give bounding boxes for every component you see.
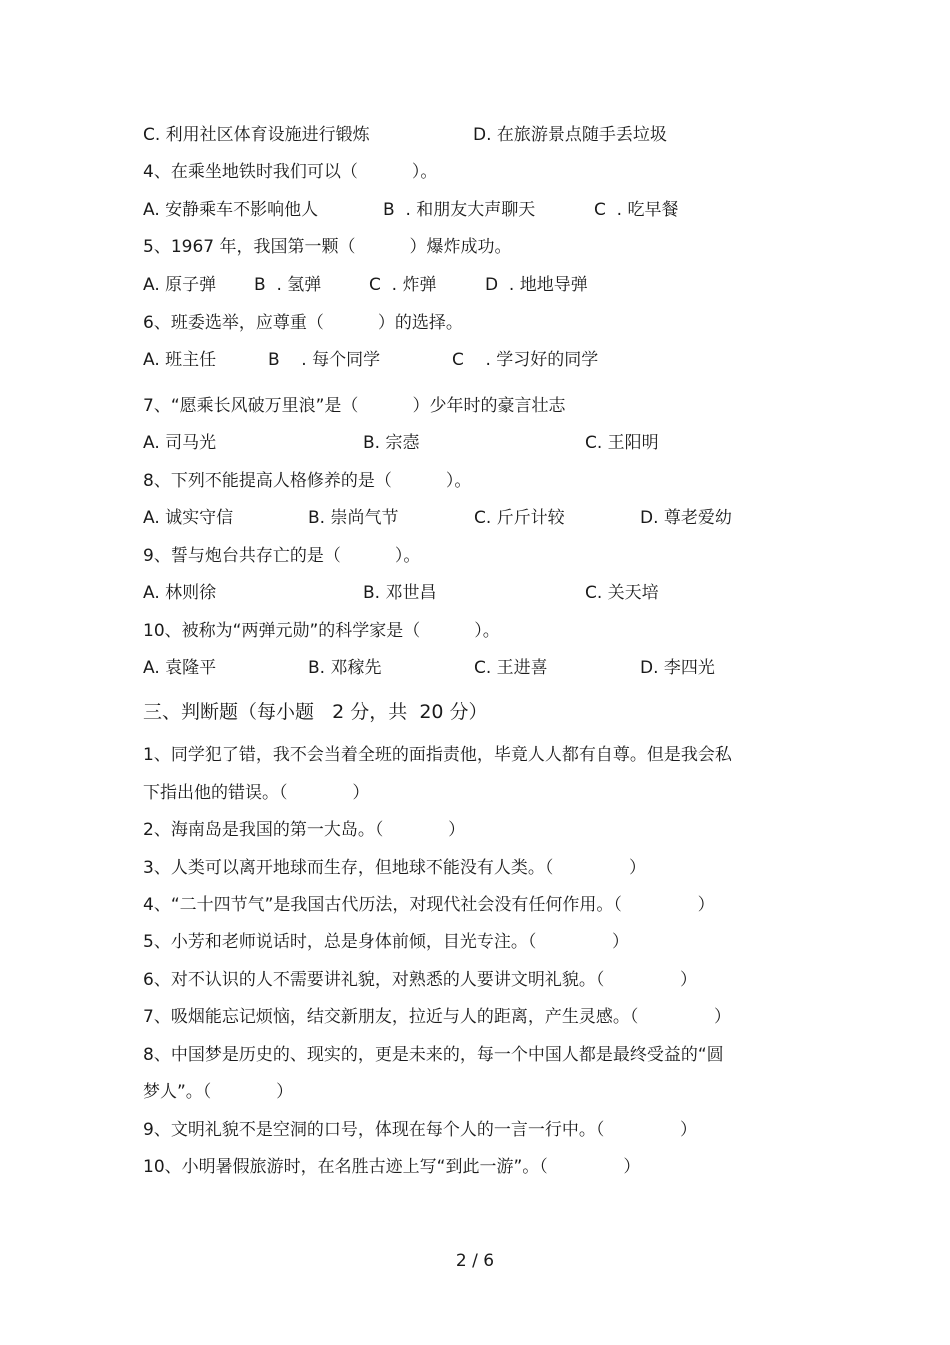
judgment-item: 10、小明暑假旅游时，在名胜古迹上写“到此一游”。（ ） bbox=[143, 1157, 641, 1177]
question-5: 5、1967 年，我国第一颗（ ）爆炸成功。 bbox=[143, 237, 512, 257]
judgment-item: 5、小芳和老师说话时，总是身体前倾，目光专注。（ ） bbox=[143, 932, 629, 952]
q8-option-b: B. 崇尚气节 bbox=[308, 508, 399, 528]
q4-option-c: C . 吃早餐 bbox=[594, 200, 679, 220]
q5-option-d: D . 地地导弹 bbox=[485, 275, 588, 295]
judgment-item: 2、海南岛是我国的第一大岛。（ ） bbox=[143, 820, 466, 840]
section-heading: 三、判断题（每小题 2 分，共 20 分） bbox=[143, 701, 488, 723]
q5-option-c: C . 炸弹 bbox=[369, 275, 437, 295]
q10-option-b: B. 邓稼先 bbox=[308, 658, 382, 678]
option-c: C. 利用社区体育设施进行锻炼 bbox=[143, 125, 370, 145]
q6-option-a: A. 班主任 bbox=[143, 350, 217, 370]
q5-option-b: B . 氢弹 bbox=[254, 275, 322, 295]
judgment-item: 6、对不认识的人不需要讲礼貌，对熟悉的人要讲文明礼貌。（ ） bbox=[143, 970, 697, 990]
judgment-item: 下指出他的错误。（ ） bbox=[143, 783, 370, 803]
page-number: 2 / 6 bbox=[455, 1251, 495, 1271]
q10-option-d: D. 李四光 bbox=[640, 658, 715, 678]
judgment-item: 7、吸烟能忘记烦恼，结交新朋友，拉近与人的距离，产生灵感。（ ） bbox=[143, 1007, 731, 1027]
question-10: 10、被称为“两弹元勋”的科学家是（ ）。 bbox=[143, 621, 500, 641]
judgment-item: 4、“二十四节气”是我国古代历法，对现代社会没有任何作用。（ ） bbox=[143, 895, 715, 915]
judgment-item: 8、中国梦是历史的、现实的，更是未来的，每一个中国人都是最终受益的“圆 bbox=[143, 1045, 724, 1065]
q5-option-a: A. 原子弹 bbox=[143, 275, 217, 295]
judgment-item: 梦人”。（ ） bbox=[143, 1082, 294, 1102]
q8-option-a: A. 诚实守信 bbox=[143, 508, 234, 528]
question-9: 9、誓与炮台共存亡的是（ ）。 bbox=[143, 546, 421, 566]
q4-option-a: A. 安静乘车不影响他人 bbox=[143, 200, 319, 220]
option-d: D. 在旅游景点随手丢垃圾 bbox=[473, 125, 667, 145]
q10-option-c: C. 王进喜 bbox=[474, 658, 548, 678]
q6-option-b: B . 每个同学 bbox=[268, 350, 381, 370]
q4-option-b: B . 和朋友大声聊天 bbox=[383, 200, 536, 220]
judgment-item: 1、同学犯了错，我不会当着全班的面指责他，毕竟人人都有自尊。但是我会私 bbox=[143, 745, 732, 765]
q6-option-c: C . 学习好的同学 bbox=[452, 350, 599, 370]
q7-option-c: C. 王阳明 bbox=[585, 433, 659, 453]
q8-option-c: C. 斤斤计较 bbox=[474, 508, 565, 528]
q8-option-d: D. 尊老爱幼 bbox=[640, 508, 732, 528]
q10-option-a: A. 袁隆平 bbox=[143, 658, 217, 678]
judgment-item: 3、人类可以离开地球而生存，但地球不能没有人类。（ ） bbox=[143, 858, 646, 878]
q9-option-a: A. 林则徐 bbox=[143, 583, 217, 603]
judgment-item: 9、文明礼貌不是空洞的口号，体现在每个人的一言一行中。（ ） bbox=[143, 1120, 697, 1140]
q7-option-a: A. 司马光 bbox=[143, 433, 217, 453]
question-8: 8、下列不能提高人格修养的是（ ）。 bbox=[143, 471, 472, 491]
question-4: 4、在乘坐地铁时我们可以（ ）。 bbox=[143, 162, 438, 182]
q9-option-b: B. 邓世昌 bbox=[363, 583, 437, 603]
question-6: 6、班委选举，应尊重（ ）的选择。 bbox=[143, 313, 463, 333]
question-7: 7、“愿乘长风破万里浪”是（ ）少年时的豪言壮志 bbox=[143, 396, 566, 416]
q7-option-b: B. 宗悫 bbox=[363, 433, 420, 453]
q9-option-c: C. 关天培 bbox=[585, 583, 659, 603]
